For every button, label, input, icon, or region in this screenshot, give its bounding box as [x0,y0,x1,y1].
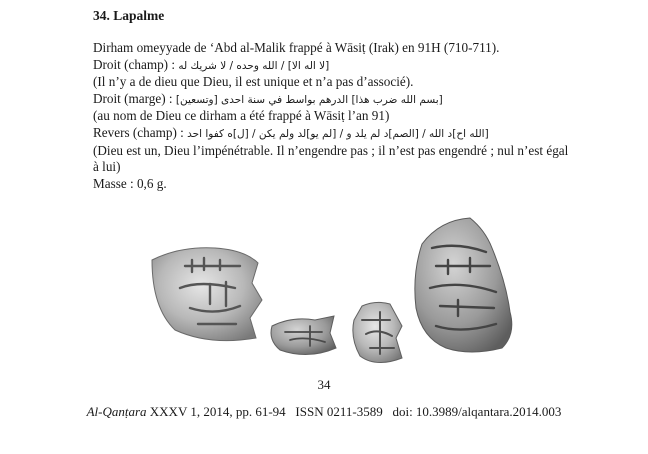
entry-heading: 34. Lapalme [93,8,165,23]
coin-fragment-reverse [415,218,512,352]
coin-fragment-obverse [152,248,262,341]
coin-fragments-photo [140,208,540,373]
coin-fragment-small [271,316,336,355]
obverse-margin-arabic: [بسم الله ضرب هذا] الدرهم بواسط في سنة احدى [وتسعين] [175,93,443,106]
obverse-margin-translation: (au nom de Dieu ce dirham a été frappé à Wāsiṭ l’an 91) [93,108,390,124]
reverse-field-translation: (Dieu est un, Dieu l’impénétrable. Il n’engendre pas ; il n’est pas engendré ; nul n’est égal à lui) [93,142,569,175]
coin-fragment-medium [353,302,402,362]
journal-footer [0,404,648,420]
obverse-field-translation: (Il n’y a de dieu que Dieu, il est unique et n’a pas d’associé). [93,74,414,90]
obverse-field-label: Droit (champ) : [93,56,176,72]
reverse-field-line [93,125,573,143]
journal-citation: XXXV 1, 2014, pp. 61-94 ISSN 0211-3589 doi: 10.3989/alqantara.2014.003 [146,404,562,419]
obverse-field-arabic: [لا اله الا] / الله وحده / لا شريك له [178,59,330,72]
reverse-field-arabic: [الله اح]د الله / [الصم]د لم يلد و / [لم يو]لد ولم يكن / [ل]ه كفوا احد [187,127,489,140]
page-number: 34 [317,377,331,392]
entry-body [93,40,573,192]
reverse-field-label: Revers (champ) : [93,124,184,140]
obverse-margin-line [93,91,573,109]
obverse-margin-label: Droit (marge) : [93,90,173,106]
obverse-field-line [93,57,573,75]
journal-title: Al-Qanṭara [86,404,147,419]
coin-mass: Masse : 0,6 g. [93,175,167,191]
coin-description: Dirham omeyyade de ‘Abd al-Malik frappé à Wāsiṭ (Irak) en 91H (710-711). [93,40,500,55]
